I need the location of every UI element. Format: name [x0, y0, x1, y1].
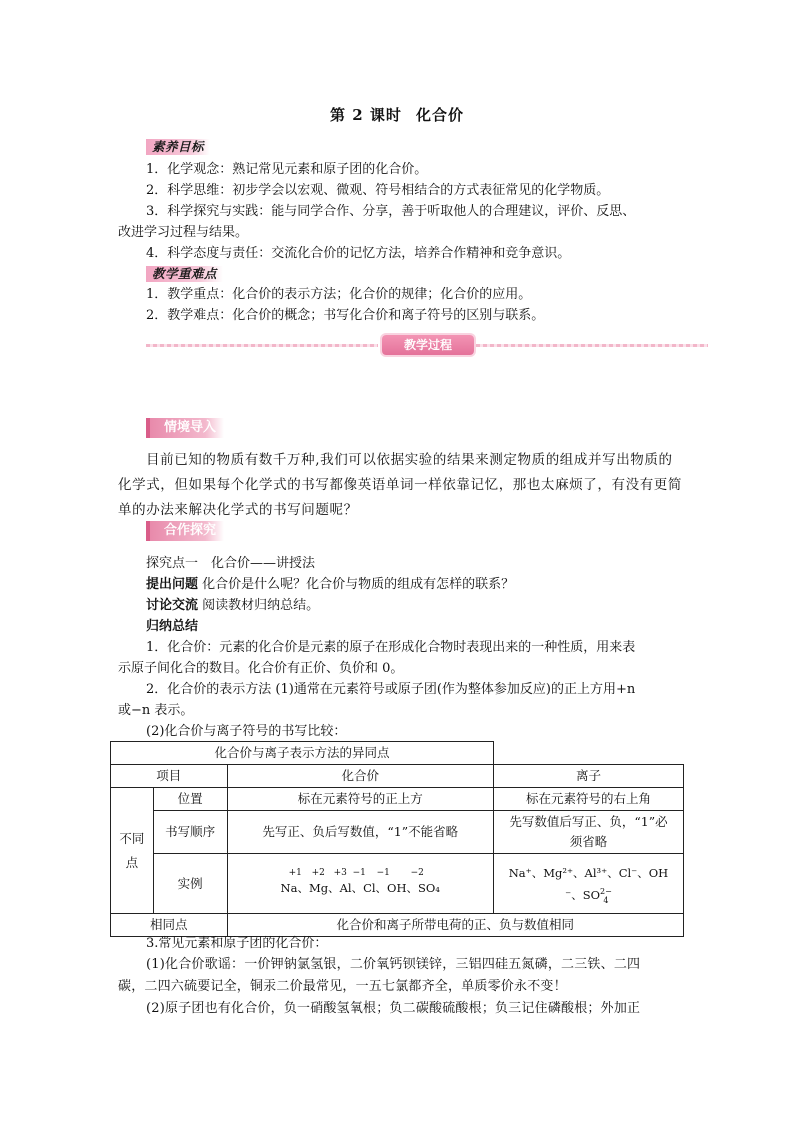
ion-example: Na⁺、Mg²⁺、Al³⁺、Cl⁻、OH ⁻、SO 2− 4 — [493, 854, 683, 914]
goal-item: 2．科学思维：初步学会以宏观、微观、符号相结合的方式表征常见的化学物质。 — [146, 183, 610, 198]
comparison-table — [110, 741, 684, 937]
discussion-row: 讨论交流 阅读教材归纳总结。 — [146, 598, 320, 613]
process-badge: 教学过程 — [382, 335, 474, 355]
key-points-label: 教学重难点 — [146, 266, 223, 282]
summary-line: 1．化合价：元素的化合价是元素的原子在形成化合物时表现出来的一种性质，用来表 — [146, 640, 636, 655]
common-line: (2)原子团也有化合价，负一硝酸氢氧根；负二碳酸硫酸根；负三记住磷酸根；外加正 — [146, 1001, 641, 1016]
goals-label: 素养目标 — [146, 139, 210, 155]
key-point-item: 2．教学难点：化合价的概念；书写化合价和离子符号的区别与联系。 — [146, 308, 545, 323]
table-caption: 化合价与离子表示方法的异同点 — [111, 742, 494, 765]
summary-line: 2．化合价的表示方法 (1)通常在元素符号或原子团(作为整体参加反应)的正上方用+n — [146, 682, 636, 697]
table-row: 相同点 化合价和离子所带电荷的正、负与数值相同 — [111, 914, 684, 937]
intro-label: 情境导入 — [146, 418, 224, 438]
goal-item: 1．化学观念：熟记常见元素和原子团的化合价。 — [146, 162, 428, 177]
explore-point: 探究点一 化合价——讲授法 — [146, 556, 316, 571]
summary-label: 归纳总结 — [146, 619, 199, 634]
summary-line: (2)化合价与离子符号的书写比较： — [146, 724, 347, 739]
common-line: 碳，二四六硫要记全，铜汞二价最常见，一五七氯都齐全，单质零价永不变！ — [118, 979, 567, 994]
table-row: 书写顺序 先写正、负后写数值，“1”不能省略 先写数值后写正、负，“1”必 须省略 — [111, 811, 684, 854]
common-line: 3.常见元素和原子团的化合价： — [146, 936, 328, 951]
page-title: 第 2 课时 化合价 — [330, 106, 464, 124]
header-valence: 化合价 — [227, 765, 493, 788]
goal-item: 改进学习过程与结果。 — [118, 225, 249, 240]
summary-line: 示原子间化合的数目。化合价有正价、负价和 0。 — [118, 661, 404, 676]
diff-label: 不同点 — [111, 788, 154, 914]
header-ion: 离子 — [493, 765, 683, 788]
table-row: 实例 +1 +2 +3 −1 −1 −2 Na、Mg、Al、Cl、OH、SO₄ Na⁺、Mg²⁺、Al³⁺、Cl⁻、OH ⁻、SO 2− 4 — [111, 854, 684, 914]
question-row: 提出问题 化合价是什么呢？化合价与物质的组成有怎样的联系？ — [146, 577, 515, 592]
key-point-item: 1．教学重点：化合价的表示方法；化合价的规律；化合价的应用。 — [146, 287, 532, 302]
goal-item: 3．科学探究与实践：能与同学合作、分享，善于听取他人的合理建议，评价、反思、 — [146, 204, 636, 219]
valence-example: +1 +2 +3 −1 −1 −2 Na、Mg、Al、Cl、OH、SO₄ — [227, 854, 493, 914]
common-line: (1)化合价歌谣：一价钾钠氯氢银，二价氧钙钡镁锌，三铝四硅五氮磷，二三铁、二四 — [146, 957, 641, 972]
header-item: 项目 — [111, 765, 228, 788]
valence-marks: +1 +2 +3 −1 −1 −2 — [288, 868, 424, 878]
table-row: 不同点 位置 标在元素符号的正上方 标在元素符号的右上角 — [111, 788, 684, 811]
intro-paragraph: 目前已知的物质有数千万种,我们可以依据实验的结果来测定物质的组成并写出物质的 化学式，但如果每个化学式的书写都像英语单词一样依靠记忆，那也太麻烦了，有没有更简 单的办法来解决化学式的书写问题呢？ — [118, 452, 682, 518]
explore-label: 合作探究 — [146, 521, 224, 541]
summary-line: 或−n 表示。 — [118, 703, 194, 718]
table-header-row — [111, 765, 684, 788]
goal-item: 4．科学态度与责任：交流化合价的记忆方法，培养合作精神和竞争意识。 — [146, 246, 571, 261]
